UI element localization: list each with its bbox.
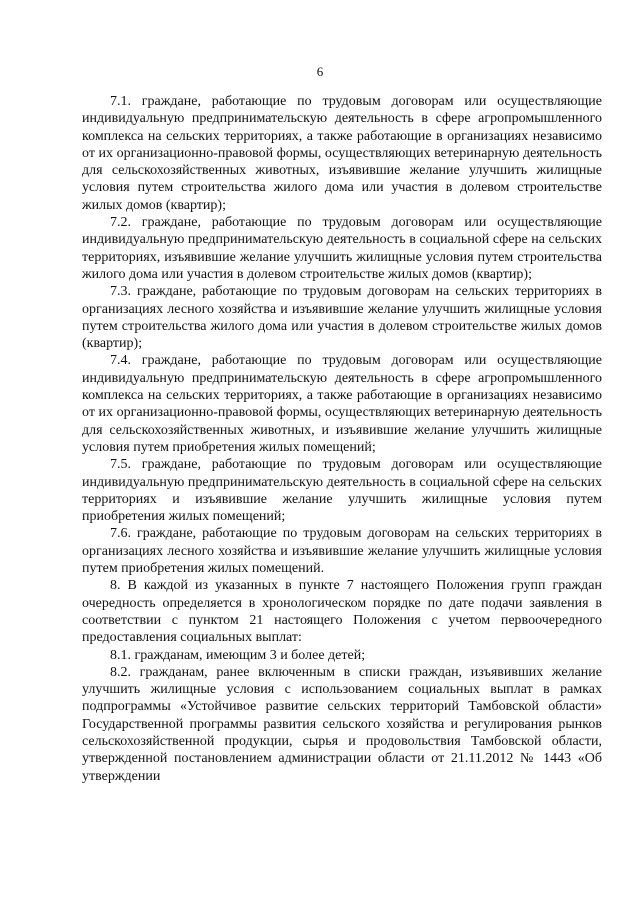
paragraph-7-5: 7.5. граждане, работающие по трудовым договорам или осуществляющие индивидуальную предпринимательскую деятельность в социальной сфере на сельских территориях и изъявившие желание улучшить жилищные условия путем приобретения жилых помещений; <box>82 457 602 525</box>
document-body <box>82 93 602 785</box>
paragraph-7-3: 7.3. граждане, работающие по трудовым договорам на сельских территориях в организациях лесного хозяйства и изъявившие желание улучшить жилищные условия путем строительства жилого дома или участия в долевом строительстве жилых домов (квартир); <box>82 284 602 352</box>
paragraph-8-2: 8.2. гражданам, ранее включенным в списки граждан, изъявивших желание улучшить жилищные условия с использованием социальных выплат в рамках подпрограммы «Устойчивое развитие сельских территорий Тамбовской области» Государственной программы развития сельского хозяйства и регулирования рынков сельскохозяйственной продукции, сырья и продовольствия Тамбовской области, утвержденной постановлением администрации области от 21.11.2012 № 1443 «Об утверждении <box>82 664 602 784</box>
page-number: 6 <box>316 64 324 79</box>
paragraph-8-1: 8.1. гражданам, имеющим 3 и более детей; <box>110 647 366 663</box>
paragraph-8: 8. В каждой из указанных в пункте 7 настоящего Положения групп граждан очередность определяется в хронологическом порядке по дате подачи заявления в соответствии с пунктом 21 настоящего Положения с учетом первоочередного предоставления социальных выплат: <box>82 578 602 646</box>
paragraph-7-1: 7.1. граждане, работающие по трудовым договорам или осуществляющие индивидуальную предпринимательскую деятельность в сфере агропромышленного комплекса на сельских территориях, а также работающие в организациях независимо от их организационно-правовой формы, осуществляющих ветеринарную деятельность для сельскохозяйственных животных, изъявившие желание улучшить жилищные условия путем строительства жилого дома или участия в долевом строительстве жилых домов (квартир); <box>82 94 602 213</box>
paragraph-7-4: 7.4. граждане, работающие по трудовым договорам или осуществляющие индивидуальную предпринимательскую деятельность в сфере агропромышленного комплекса на сельских территориях, а также работающие в организациях независимо от их организационно-правовой формы, осуществляющих ветеринарную деятельность для сельскохозяйственных животных, и изъявившие желание улучшить жилищные условия путем приобретения жилых помещений; <box>82 353 602 455</box>
paragraph-7-2: 7.2. граждане, работающие по трудовым договорам или осуществляющие индивидуальную предпринимательскую деятельность в социальной сфере на сельских территориях, изъявившие желание улучшить жилищные условия путем строительства жилого дома или участия в долевом строительстве жилых домов (квартир); <box>82 215 602 282</box>
paragraph-7-6: 7.6. граждане, работающие по трудовым договорам на сельских территориях в организациях лесного хозяйства и изъявившие желание улучшить жилищные условия путем приобретения жилых помещений. <box>82 526 602 577</box>
